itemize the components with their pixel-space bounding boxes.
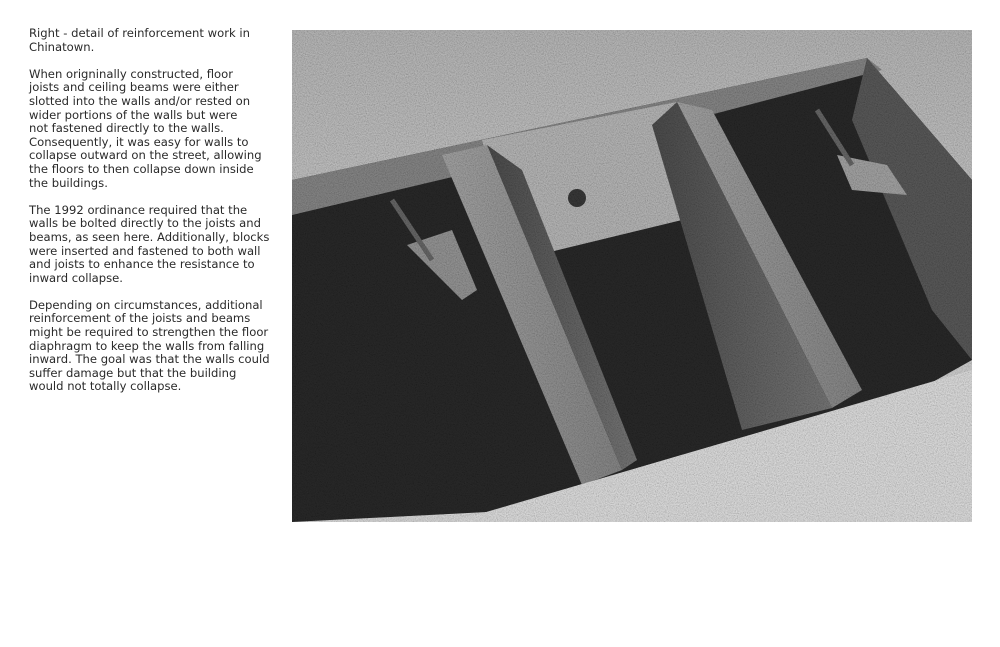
- reinforcement-photo-drawing: [292, 30, 972, 522]
- caption-paragraph-ordinance: The 1992 ordinance required that the walls be bolted directly to the joists and beams, as seen here. Additionally, blocks were inserted and fastened to both wall and joists to enhance the resistance to inward collapse.: [29, 202, 270, 285]
- caption-paragraph-history: When origninally constructed, floor joists and ceiling beams were either slotted into the walls and/or rested on wider portions of the walls but were not fastened directly to the walls. Consequently, it was easy for walls to collapse outward on the street, allowing the floors to then collapse down inside the buildings.: [29, 66, 262, 190]
- bolt-center: [568, 189, 586, 207]
- caption-paragraph-reinforcement: Depending on circumstances, additional reinforcement of the joists and beams might be required to strengthen the floor diaphragm to keep the walls from falling inward. The goal was that the walls could suffer damage but that the building would not totally collapse.: [29, 297, 270, 394]
- reinforcement-photo: [292, 30, 972, 522]
- caption-text: [29, 27, 277, 408]
- caption-paragraph-intro: Right - detail of reinforcement work in Chinatown.: [29, 26, 250, 54]
